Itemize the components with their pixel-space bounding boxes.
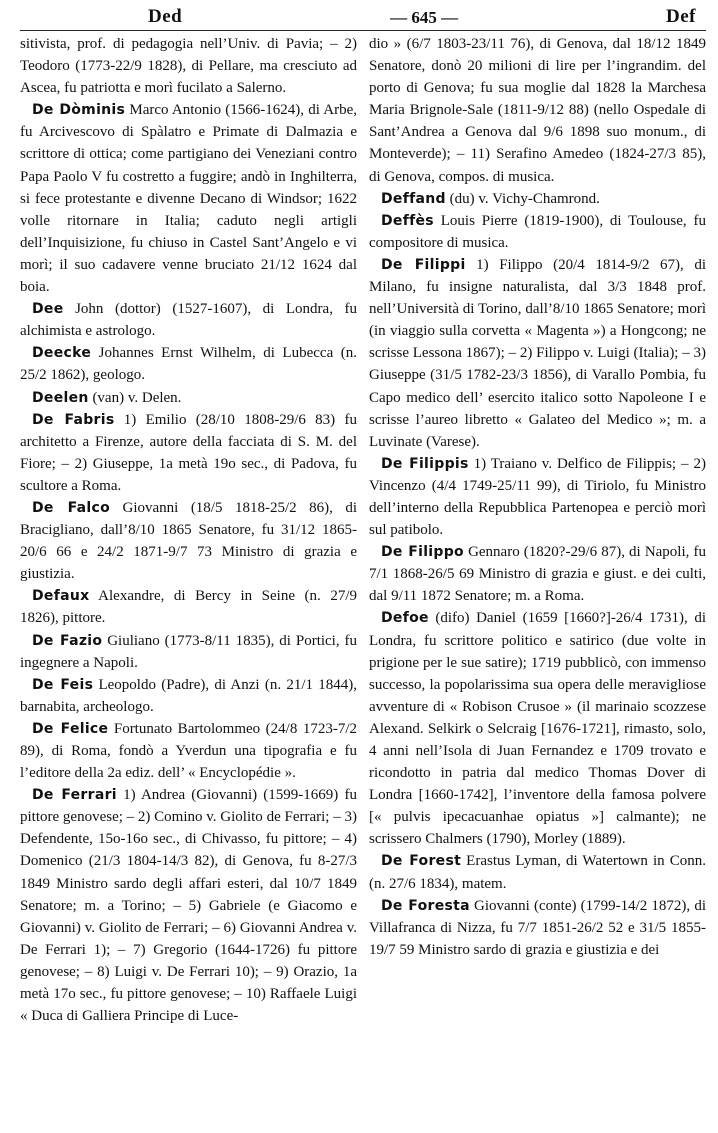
- entry-text: 1) Traiano v. Delfico de Filippis; – 2) Vincenzo (4/4 1749-25/11 99), di Tiriolo, fu Ministro dell’interno della Repubblica Partenopea e perciò morì sul patibolo.: [369, 455, 706, 539]
- entry-headword: De Filippi: [381, 256, 466, 273]
- entry-text: dio » (6/7 1803-23/11 76), di Genova, dal 18/12 1849 Senatore, donò 20 milioni di lire per l’ingrandim. del porto di Genova; fu sua moglie dal 1828 la Marchesa Maria Brignole-Sale (1811-9/12 88) (nello Ospedale di Sant’Andrea a Genova dal 9/6 1898 suo monum., di Monteverde); – 11) Serafino Amedeo (1824-27/3 85), di Genova, compos. di musica.: [369, 36, 706, 185]
- entry: [20, 674, 357, 718]
- entry-text: Johannes Ernst Wilhelm, di Lubecca (n. 25/2 1862), geologo.: [20, 345, 357, 384]
- entry-headword: De Filippo: [381, 544, 464, 561]
- entry: [20, 497, 357, 585]
- right-guide-word: Def: [666, 6, 696, 27]
- entry-text: 1) Emilio (28/10 1808-29/6 83) fu architetto a Firenze, autore della facciata di S. M. del Fiore; – 2) Giuseppe, 1a metà 19o sec., di Padova, fu scultore a Roma.: [20, 411, 357, 494]
- entry-headword: Dee: [32, 301, 64, 318]
- entry-headword: Deffand: [381, 190, 446, 207]
- entry-text: Gennaro (1820?-29/6 87), di Napoli, fu 7/1 1868-26/5 69 Ministro di grazia e giust. e dei culti, dal 9/11 1872 Senatore; m. a Roma.: [369, 544, 706, 605]
- left-column: [20, 33, 357, 1027]
- entry-text: sitivista, prof. di pedagogia nell’Univ. di Pavia; – 2) Teodoro (1773-22/9 1828), di Pellare, ma cresciuto ad Ascea, fu patriotta e morì fucilato a Salerno.: [20, 36, 357, 97]
- entry-text: Giuliano (1773-8/11 1835), di Portici, fu ingegnere a Napoli.: [20, 632, 357, 671]
- page-header: [20, 4, 706, 28]
- entry: [20, 387, 357, 409]
- entry-headword: Defoe: [381, 610, 429, 627]
- entry: [369, 453, 706, 541]
- entry: [20, 33, 357, 99]
- entry: [369, 210, 706, 254]
- entry-headword: De Ferrari: [32, 787, 117, 804]
- entry-headword: De Feis: [32, 676, 94, 693]
- entry: [20, 784, 357, 1027]
- entry-text: Marco Antonio (1566-1624), di Arbe, fu Arcivescovo di Spàlatro e Primate di Dalmazia e scrittore di ottica; come partigiano dei Veneziani contro Papa Paolo V fu costretto a fuggire; andò in Inghilterra, si fece protestante e divenne Decano di Windsor; 1622 volle ritornare in Italia; caduto negli artigli dell’Inquisizione, fu chiuso in Castel Sant’Angelo e vi morì; il suo cadavere venne bruciato 21/12 1624 dal boia.: [20, 102, 357, 296]
- entry: [369, 607, 706, 850]
- entry-text: Fortunato Bartolommeo (24/8 1723-7/2 89), di Roma, fondò a Yverdun una tipografia e fu l’editore della 2a ediz. dell’ « Encyclopédie ».: [20, 720, 358, 782]
- entry-headword: Deecke: [32, 345, 92, 362]
- entry-headword: De Felice: [32, 720, 109, 737]
- entry: [369, 188, 706, 210]
- entry: [20, 99, 357, 298]
- entry: [369, 254, 706, 453]
- entry-text: John (dottor) (1527-1607), di Londra, fu alchimista e astrologo.: [20, 301, 357, 340]
- entry: [20, 342, 357, 386]
- entry: [369, 33, 706, 188]
- entry-headword: Deelen: [32, 389, 89, 406]
- entry-headword: De Foresta: [381, 897, 470, 914]
- entry-headword: De Forest: [381, 853, 462, 870]
- entry-headword: De Falco: [32, 499, 111, 516]
- entry-text: Louis Pierre (1819-1900), di Toulouse, fu compositore di musica.: [369, 212, 706, 251]
- entry: [20, 298, 357, 342]
- entry-text: Erastus Lyman, di Watertown in Conn. (n. 27/6 1834), matem.: [369, 853, 706, 892]
- entry-headword: Defaux: [32, 588, 90, 605]
- entry-headword: De Fabris: [32, 411, 115, 428]
- header-rule: [20, 30, 706, 31]
- entry-text: (du) v. Vichy-Chamrond.: [445, 190, 600, 207]
- entry-headword: De Filippis: [381, 455, 469, 472]
- entry: [20, 630, 357, 674]
- entry: [369, 541, 706, 607]
- entry-text: 1) Andrea (Giovanni) (1599-1669) fu pittore genovese; – 2) Comino v. Giolito de Ferrari; – 3) Defendente, 15o-16o sec., di Chivasso, fu pittore; – 4) Domenico (21/3 1804-14/3 82), di Genova, fu 8-27/3 1849 Ministro sardo degli affari esteri, dal 10/7 1849 Senatore; m. a Torino; – 5) Gabriele (e Giacomo e Giovanni) v. Giolito de Ferrari; – 6) Giovanni Andrea v. De Ferrari 1); – 7) Gregorio (1644-1726) fu pittore genovese; – 8) Luigi v. De Ferrari 10); – 9) Orazio, 1a metà 17o sec., fu pittore genovese; – 10) Raffaele Luigi « Duca di Galliera Principe di Luce-: [20, 787, 357, 1025]
- text-columns: [20, 33, 706, 1027]
- entry-text: (van) v. Delen.: [88, 389, 182, 406]
- entry-headword: Deffès: [381, 212, 434, 229]
- entry-text: (difo) Daniel (1659 [1660?]-26/4 1731), di Londra, fu scrittore politico e satirico (due volte in prigione per le sue satire); 1719 pubblicò, con immenso successo, la popolarissima sua opera delle meravigliose avventure di « Robison Crusoe » (il marinaio scozzese Alexand. Selkirk o Selcraig [1676-1721], rimasto, solo, 4 anni nell’Isola di Juan Fernandez e 1709 trovato e ricondotto in patria dal medico Thomas Dover di Londra [1660-1742], l’inventore della famosa polvere [« pulvis ipecacuanhae opiatus »] calmante); ne scrissero Chalmers (1790), Morley (1889).: [369, 610, 706, 848]
- entry-text: Alexandre, di Bercy in Seine (n. 27/9 1826), pittore.: [20, 588, 357, 627]
- entry: [20, 718, 357, 784]
- entry-text: Giovanni (18/5 1818-25/2 86), di Bracigliano, dall’8/10 1865 Senatore, fu 31/12 1865-20/6 66 e 24/2 1871-9/7 73 Ministro di grazia e giustizia.: [20, 499, 357, 583]
- left-guide-word: Ded: [148, 6, 183, 27]
- entry: [369, 850, 706, 894]
- entry-text: 1) Filippo (20/4 1814-9/2 67), di Milano, fu insigne naturalista, dal 3/3 1848 prof. nell’Università di Torino, dall’8/10 1865 Senatore; morì (in viaggio sulla corvetta « Magenta ») a Hongcong; ne scrisse Lessona 1867); – 2) Filippo v. Luigi (Italia); – 3) Giuseppe (31/5 1782-23/3 1856), di Varallo Pombia, fu Capo medico dell’ esercito italico sotto Napoleone I e scrisse l’aureo libretto « Galateo del Medico »; m. a Luvinate (Varese).: [369, 256, 707, 450]
- entry-text: Leopoldo (Padre), di Anzi (n. 21/1 1844), barnabita, archeologo.: [20, 676, 357, 715]
- entry: [20, 585, 357, 629]
- entry: [20, 409, 357, 497]
- entry-headword: De Fazio: [32, 632, 103, 649]
- right-column: [369, 33, 706, 1027]
- page-number: — 645 —: [390, 8, 459, 27]
- entry: [369, 895, 706, 961]
- entry-text: Giovanni (conte) (1799-14/2 1872), di Villafranca di Nizza, fu 7/7 1851-26/2 52 e 31/5 1855-19/7 59 Ministro sardo di grazia e giustizia e dei: [369, 897, 706, 958]
- entry-headword: De Dòminis: [32, 102, 126, 119]
